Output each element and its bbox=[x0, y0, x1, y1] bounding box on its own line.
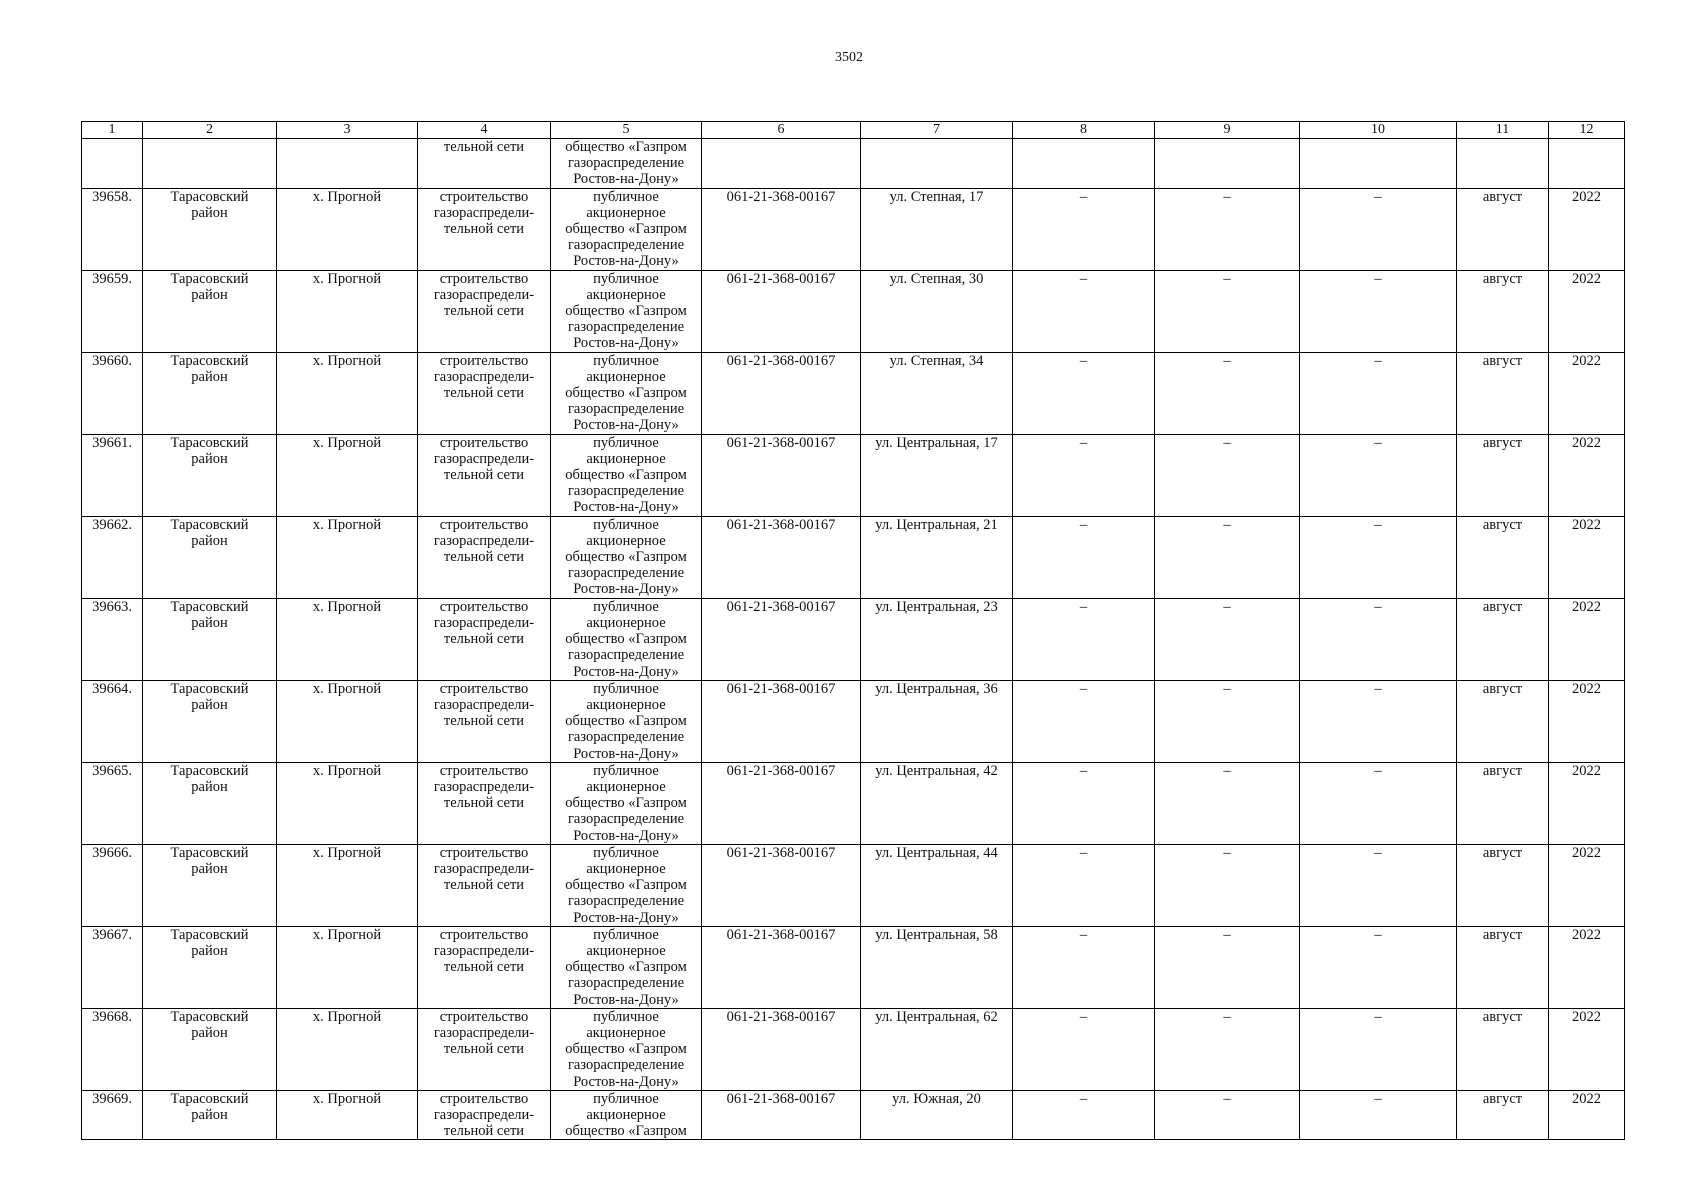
column-10-cell: – bbox=[1300, 680, 1457, 762]
column-header: 4 bbox=[418, 122, 551, 139]
year-cell: 2022 bbox=[1549, 352, 1625, 434]
address-cell: ул. Центральная, 44 bbox=[861, 844, 1013, 926]
column-8-cell: – bbox=[1013, 680, 1155, 762]
locality-cell: х. Прогной bbox=[277, 844, 418, 926]
column-9-cell: – bbox=[1155, 680, 1300, 762]
column-8-cell: – bbox=[1013, 188, 1155, 270]
column-10-cell: – bbox=[1300, 1008, 1457, 1090]
column-header: 3 bbox=[277, 122, 418, 139]
column-10-cell: – bbox=[1300, 434, 1457, 516]
table-cell bbox=[702, 139, 861, 189]
locality-cell: х. Прогной bbox=[277, 352, 418, 434]
table-row bbox=[82, 188, 1625, 270]
work-type-cell: тельной сети bbox=[418, 139, 551, 189]
year-cell: 2022 bbox=[1549, 188, 1625, 270]
month-cell: август bbox=[1457, 352, 1549, 434]
column-10-cell: – bbox=[1300, 188, 1457, 270]
address-cell: ул. Степная, 30 bbox=[861, 270, 1013, 352]
row-number-cell: 39661. bbox=[82, 434, 143, 516]
month-cell: август bbox=[1457, 680, 1549, 762]
registry-code-cell: 061-21-368-00167 bbox=[702, 1008, 861, 1090]
column-8-cell: – bbox=[1013, 434, 1155, 516]
locality-cell: х. Прогной bbox=[277, 762, 418, 844]
row-number-cell: 39665. bbox=[82, 762, 143, 844]
column-9-cell: – bbox=[1155, 352, 1300, 434]
column-9-cell: – bbox=[1155, 516, 1300, 598]
column-8-cell: – bbox=[1013, 844, 1155, 926]
column-header: 1 bbox=[82, 122, 143, 139]
work-type-cell: строительство газораспредели- тельной сети bbox=[418, 516, 551, 598]
organization-cell: публичное акционерное общество «Газпром газораспределение Ростов-на-Дону» bbox=[551, 926, 702, 1008]
column-8-cell: – bbox=[1013, 1008, 1155, 1090]
registry-code-cell: 061-21-368-00167 bbox=[702, 1090, 861, 1140]
column-8-cell: – bbox=[1013, 352, 1155, 434]
month-cell: август bbox=[1457, 844, 1549, 926]
work-type-cell: строительство газораспредели- тельной сети bbox=[418, 762, 551, 844]
row-number-cell: 39667. bbox=[82, 926, 143, 1008]
locality-cell: х. Прогной bbox=[277, 1090, 418, 1140]
month-cell: август bbox=[1457, 270, 1549, 352]
row-number-cell: 39658. bbox=[82, 188, 143, 270]
address-cell: ул. Центральная, 36 bbox=[861, 680, 1013, 762]
year-cell: 2022 bbox=[1549, 1090, 1625, 1140]
column-header: 10 bbox=[1300, 122, 1457, 139]
district-cell: Тарасовский район bbox=[143, 844, 277, 926]
column-10-cell: – bbox=[1300, 1090, 1457, 1140]
table-row bbox=[82, 598, 1625, 680]
district-cell: Тарасовский район bbox=[143, 762, 277, 844]
month-cell: август bbox=[1457, 188, 1549, 270]
registry-code-cell: 061-21-368-00167 bbox=[702, 352, 861, 434]
year-cell: 2022 bbox=[1549, 270, 1625, 352]
work-type-cell: строительство газораспредели- тельной сети bbox=[418, 270, 551, 352]
row-number-cell: 39666. bbox=[82, 844, 143, 926]
organization-cell: публичное акционерное общество «Газпром газораспределение Ростов-на-Дону» bbox=[551, 270, 702, 352]
work-type-cell: строительство газораспредели- тельной сети bbox=[418, 844, 551, 926]
district-cell: Тарасовский район bbox=[143, 598, 277, 680]
table-row bbox=[82, 516, 1625, 598]
column-9-cell: – bbox=[1155, 188, 1300, 270]
table-row bbox=[82, 1090, 1625, 1140]
registry-code-cell: 061-21-368-00167 bbox=[702, 434, 861, 516]
table-row bbox=[82, 680, 1625, 762]
column-10-cell: – bbox=[1300, 270, 1457, 352]
column-8-cell: – bbox=[1013, 926, 1155, 1008]
year-cell: 2022 bbox=[1549, 434, 1625, 516]
table-cell bbox=[1549, 139, 1625, 189]
locality-cell: х. Прогной bbox=[277, 434, 418, 516]
table-cell bbox=[143, 139, 277, 189]
registry-code-cell: 061-21-368-00167 bbox=[702, 680, 861, 762]
column-10-cell: – bbox=[1300, 516, 1457, 598]
district-cell: Тарасовский район bbox=[143, 434, 277, 516]
address-cell: ул. Центральная, 42 bbox=[861, 762, 1013, 844]
district-cell: Тарасовский район bbox=[143, 680, 277, 762]
locality-cell: х. Прогной bbox=[277, 188, 418, 270]
address-cell: ул. Степная, 17 bbox=[861, 188, 1013, 270]
column-header: 8 bbox=[1013, 122, 1155, 139]
work-type-cell: строительство газораспредели- тельной сети bbox=[418, 1008, 551, 1090]
table-row bbox=[82, 844, 1625, 926]
column-header: 7 bbox=[861, 122, 1013, 139]
work-type-cell: строительство газораспредели- тельной сети bbox=[418, 352, 551, 434]
table-cell bbox=[1457, 139, 1549, 189]
table-cell bbox=[277, 139, 418, 189]
year-cell: 2022 bbox=[1549, 926, 1625, 1008]
table-row bbox=[82, 926, 1625, 1008]
organization-cell: публичное акционерное общество «Газпром газораспределение Ростов-на-Дону» bbox=[551, 434, 702, 516]
registry-code-cell: 061-21-368-00167 bbox=[702, 926, 861, 1008]
locality-cell: х. Прогной bbox=[277, 516, 418, 598]
address-cell: ул. Центральная, 23 bbox=[861, 598, 1013, 680]
year-cell: 2022 bbox=[1549, 844, 1625, 926]
column-10-cell: – bbox=[1300, 762, 1457, 844]
year-cell: 2022 bbox=[1549, 680, 1625, 762]
column-8-cell: – bbox=[1013, 762, 1155, 844]
organization-cell: общество «Газпром газораспределение Ростов-на-Дону» bbox=[551, 139, 702, 189]
month-cell: август bbox=[1457, 434, 1549, 516]
column-9-cell: – bbox=[1155, 598, 1300, 680]
register-table bbox=[81, 121, 1625, 1140]
district-cell: Тарасовский район bbox=[143, 926, 277, 1008]
year-cell: 2022 bbox=[1549, 598, 1625, 680]
page-number: 3502 bbox=[835, 50, 863, 65]
organization-cell: публичное акционерное общество «Газпром газораспределение Ростов-на-Дону» bbox=[551, 598, 702, 680]
column-header: 12 bbox=[1549, 122, 1625, 139]
column-9-cell: – bbox=[1155, 844, 1300, 926]
column-10-cell: – bbox=[1300, 926, 1457, 1008]
column-9-cell: – bbox=[1155, 434, 1300, 516]
row-number-cell: 39659. bbox=[82, 270, 143, 352]
month-cell: август bbox=[1457, 926, 1549, 1008]
work-type-cell: строительство газораспредели- тельной сети bbox=[418, 598, 551, 680]
row-number-cell: 39664. bbox=[82, 680, 143, 762]
district-cell: Тарасовский район bbox=[143, 270, 277, 352]
district-cell: Тарасовский район bbox=[143, 516, 277, 598]
year-cell: 2022 bbox=[1549, 762, 1625, 844]
registry-code-cell: 061-21-368-00167 bbox=[702, 270, 861, 352]
table-cell bbox=[1155, 139, 1300, 189]
organization-cell: публичное акционерное общество «Газпром bbox=[551, 1090, 702, 1140]
row-number-cell: 39668. bbox=[82, 1008, 143, 1090]
month-cell: август bbox=[1457, 1008, 1549, 1090]
column-9-cell: – bbox=[1155, 1008, 1300, 1090]
address-cell: ул. Центральная, 62 bbox=[861, 1008, 1013, 1090]
locality-cell: х. Прогной bbox=[277, 1008, 418, 1090]
column-8-cell: – bbox=[1013, 270, 1155, 352]
column-header: 6 bbox=[702, 122, 861, 139]
organization-cell: публичное акционерное общество «Газпром газораспределение Ростов-на-Дону» bbox=[551, 680, 702, 762]
district-cell: Тарасовский район bbox=[143, 1008, 277, 1090]
column-8-cell: – bbox=[1013, 516, 1155, 598]
registry-code-cell: 061-21-368-00167 bbox=[702, 188, 861, 270]
column-10-cell: – bbox=[1300, 844, 1457, 926]
row-number-cell: 39660. bbox=[82, 352, 143, 434]
organization-cell: публичное акционерное общество «Газпром газораспределение Ростов-на-Дону» bbox=[551, 762, 702, 844]
table-row bbox=[82, 434, 1625, 516]
continuation-row bbox=[82, 139, 1625, 189]
address-cell: ул. Степная, 34 bbox=[861, 352, 1013, 434]
work-type-cell: строительство газораспредели- тельной сети bbox=[418, 434, 551, 516]
month-cell: август bbox=[1457, 1090, 1549, 1140]
organization-cell: публичное акционерное общество «Газпром газораспределение Ростов-на-Дону» bbox=[551, 516, 702, 598]
month-cell: август bbox=[1457, 516, 1549, 598]
registry-code-cell: 061-21-368-00167 bbox=[702, 516, 861, 598]
table-cell bbox=[1300, 139, 1457, 189]
registry-code-cell: 061-21-368-00167 bbox=[702, 762, 861, 844]
column-9-cell: – bbox=[1155, 270, 1300, 352]
locality-cell: х. Прогной bbox=[277, 270, 418, 352]
locality-cell: х. Прогной bbox=[277, 926, 418, 1008]
work-type-cell: строительство газораспредели- тельной сети bbox=[418, 680, 551, 762]
table-cell bbox=[82, 139, 143, 189]
table-row bbox=[82, 1008, 1625, 1090]
work-type-cell: строительство газораспредели- тельной сети bbox=[418, 1090, 551, 1140]
table-row bbox=[82, 762, 1625, 844]
address-cell: ул. Центральная, 17 bbox=[861, 434, 1013, 516]
column-8-cell: – bbox=[1013, 1090, 1155, 1140]
column-header: 11 bbox=[1457, 122, 1549, 139]
district-cell: Тарасовский район bbox=[143, 1090, 277, 1140]
year-cell: 2022 bbox=[1549, 516, 1625, 598]
locality-cell: х. Прогной bbox=[277, 598, 418, 680]
address-cell: ул. Центральная, 21 bbox=[861, 516, 1013, 598]
column-10-cell: – bbox=[1300, 598, 1457, 680]
locality-cell: х. Прогной bbox=[277, 680, 418, 762]
district-cell: Тарасовский район bbox=[143, 188, 277, 270]
table-cell bbox=[1013, 139, 1155, 189]
table-row bbox=[82, 270, 1625, 352]
column-header: 5 bbox=[551, 122, 702, 139]
month-cell: август bbox=[1457, 762, 1549, 844]
table-row bbox=[82, 352, 1625, 434]
column-8-cell: – bbox=[1013, 598, 1155, 680]
column-9-cell: – bbox=[1155, 926, 1300, 1008]
column-number-header bbox=[82, 122, 1625, 139]
registry-code-cell: 061-21-368-00167 bbox=[702, 844, 861, 926]
row-number-cell: 39669. bbox=[82, 1090, 143, 1140]
row-number-cell: 39662. bbox=[82, 516, 143, 598]
month-cell: август bbox=[1457, 598, 1549, 680]
column-9-cell: – bbox=[1155, 1090, 1300, 1140]
organization-cell: публичное акционерное общество «Газпром газораспределение Ростов-на-Дону» bbox=[551, 844, 702, 926]
organization-cell: публичное акционерное общество «Газпром газораспределение Ростов-на-Дону» bbox=[551, 352, 702, 434]
district-cell: Тарасовский район bbox=[143, 352, 277, 434]
table-cell bbox=[861, 139, 1013, 189]
column-10-cell: – bbox=[1300, 352, 1457, 434]
column-header: 9 bbox=[1155, 122, 1300, 139]
registry-code-cell: 061-21-368-00167 bbox=[702, 598, 861, 680]
column-9-cell: – bbox=[1155, 762, 1300, 844]
address-cell: ул. Южная, 20 bbox=[861, 1090, 1013, 1140]
year-cell: 2022 bbox=[1549, 1008, 1625, 1090]
address-cell: ул. Центральная, 58 bbox=[861, 926, 1013, 1008]
row-number-cell: 39663. bbox=[82, 598, 143, 680]
work-type-cell: строительство газораспредели- тельной сети bbox=[418, 926, 551, 1008]
organization-cell: публичное акционерное общество «Газпром газораспределение Ростов-на-Дону» bbox=[551, 188, 702, 270]
organization-cell: публичное акционерное общество «Газпром газораспределение Ростов-на-Дону» bbox=[551, 1008, 702, 1090]
work-type-cell: строительство газораспредели- тельной сети bbox=[418, 188, 551, 270]
column-header: 2 bbox=[143, 122, 277, 139]
